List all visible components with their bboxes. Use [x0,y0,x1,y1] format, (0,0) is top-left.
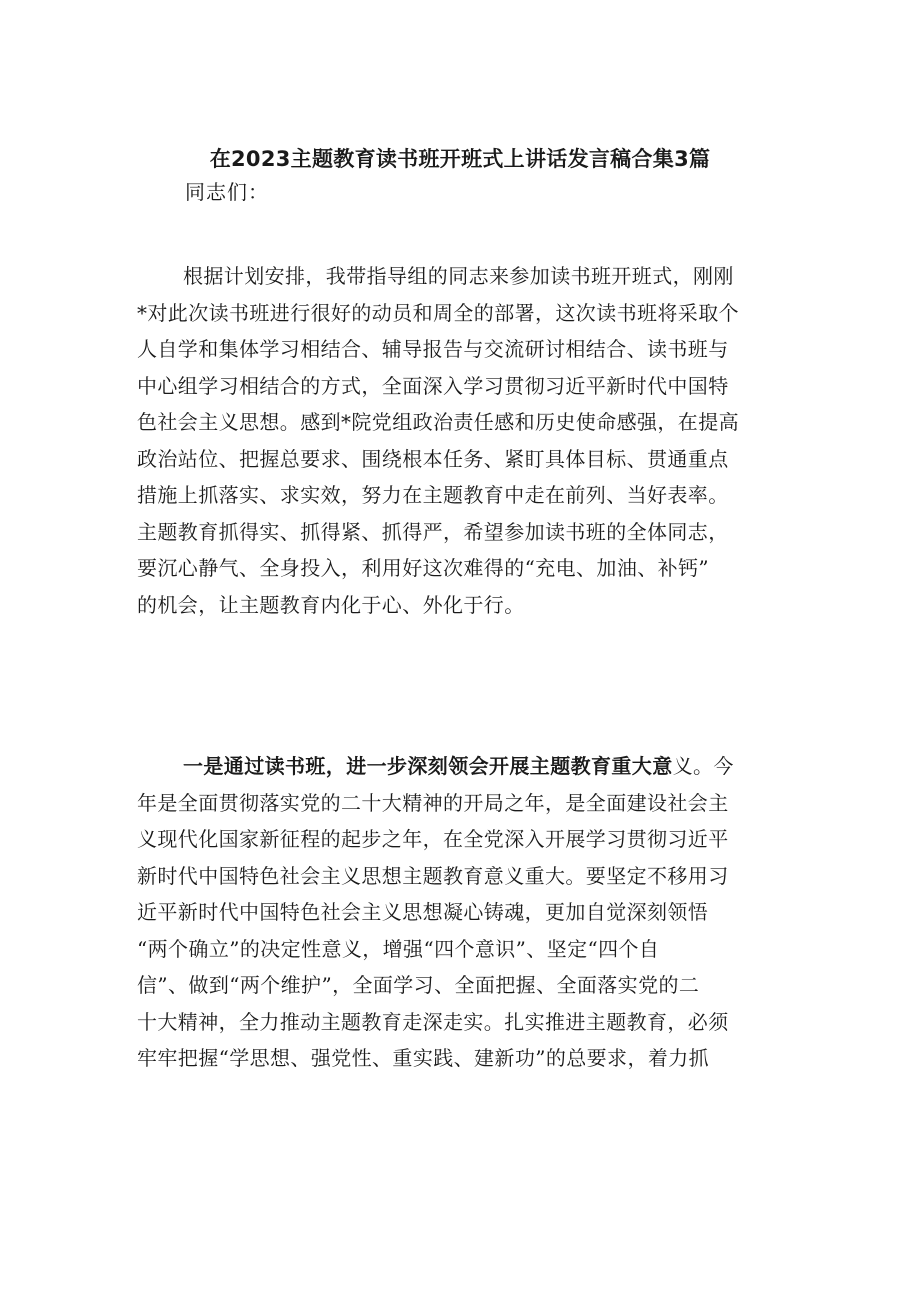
salutation: 同志们： [185,180,269,204]
paragraph-lead-line [137,748,783,785]
section-lead-rest: 义。今 [672,754,734,778]
paragraph-line: 牢牢把握“学思想、强党性、重实践、建新功”的总要求，着力抓 [137,1046,710,1070]
paragraph-line: 措施上抓落实、求实效，努力在主题教育中走在前列、当好表率。 [137,483,729,507]
paragraph-line: 新时代中国特色社会主义思想主题教育意义重大。要坚定不移用习 [137,863,729,888]
paragraph-line: 中心组学习相结合的方式，全面深入学习贯彻习近平新时代中国特 [137,373,729,398]
paragraph-line: 政治站位、把握总要求、围绕根本任务、紧盯具体目标、贯通重点 [137,446,729,471]
paragraph-line: 年是全面贯彻落实党的二十大精神的开局之年，是全面建设社会主 [137,790,729,815]
paragraph-line: 十大精神，全力推动主题教育走深走实。扎实推进主题教育，必须 [137,1009,729,1034]
paragraph-line: 根据计划安排，我带指导组的同志来参加读书班开班式，刚刚 [183,264,734,288]
paragraph-line: 近平新时代中国特色社会主义思想凝心铸魂，更加自觉深刻领悟 [137,900,709,924]
paragraph-line: 的机会，让主题教育内化于心、外化于行。 [137,592,525,617]
paragraph-line: 要沉心静气、全身投入，利用好这次难得的“充电、加油、补钙” [137,556,710,580]
paragraph-line: 色社会主义思想。感到*院党组政治责任感和历史使命感强，在提高 [137,410,739,434]
paragraph-line: 人自学和集体学习相结合、辅导报告与交流研讨相结合、读书班与 [137,337,729,361]
paragraph-1 [137,258,783,623]
section-heading-bold: 一是通过读书班，进一步深刻领会开展主题教育重大意 [183,754,673,778]
paragraph-line: “两个确立”的决定性意义，增强“四个意识”、坚定“四个自 [137,936,660,961]
paragraph-line: 义现代化国家新征程的起步之年，在全党深入开展学习贯彻习近平 [137,827,729,851]
paragraph-line: 主题教育抓得实、抓得紧、抓得严，希望参加读书班的全体同志， [137,519,729,544]
document-title: 在2023主题教育读书班开班式上讲话发言稿合集3篇 [209,147,711,171]
paragraph-line: *对此次读书班进行很好的动员和周全的部署，这次读书班将采取个 [137,300,739,325]
paragraph-line: 信”、做到“两个维护”，全面学习、全面把握、全面落实党的二 [137,973,700,997]
paragraph-2 [137,748,783,1077]
